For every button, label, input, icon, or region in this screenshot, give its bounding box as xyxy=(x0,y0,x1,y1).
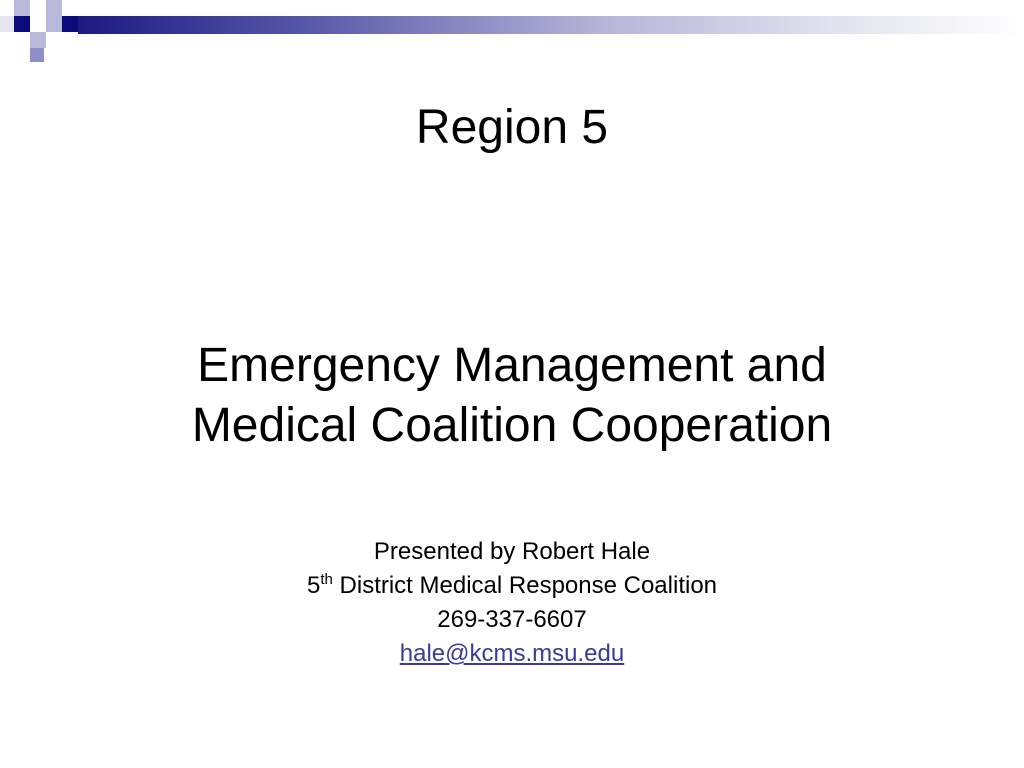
header-decoration xyxy=(0,0,1024,62)
header-square xyxy=(14,32,30,48)
email-link[interactable]: hale@kcms.msu.edu xyxy=(399,640,625,667)
phone-number: 269-337-6607 xyxy=(437,606,587,633)
slide-title: Region 5 xyxy=(415,101,609,154)
district-suffix: th xyxy=(320,571,333,588)
district-name: District Medical Response Coalition xyxy=(332,572,718,599)
header-square xyxy=(30,32,46,48)
subtitle-line-2: Medical Coalition Cooperation xyxy=(191,399,833,452)
header-square xyxy=(62,0,78,16)
presented-by: Presented by Robert Hale xyxy=(373,538,651,565)
header-square xyxy=(46,32,62,48)
header-square xyxy=(46,16,62,32)
presenter-info xyxy=(0,535,1024,671)
header-square xyxy=(30,0,46,16)
header-square xyxy=(14,0,30,16)
district-line xyxy=(0,569,1024,603)
header-square xyxy=(0,16,14,32)
header-square xyxy=(46,0,62,16)
header-square xyxy=(62,16,78,32)
header-square xyxy=(30,16,46,32)
slide-subtitle xyxy=(0,336,1024,456)
header-square xyxy=(30,48,44,62)
district-number: 5 xyxy=(306,572,321,599)
subtitle-line-1: Emergency Management and xyxy=(197,339,827,392)
header-gradient-bar xyxy=(78,16,1024,34)
header-square xyxy=(14,16,30,32)
